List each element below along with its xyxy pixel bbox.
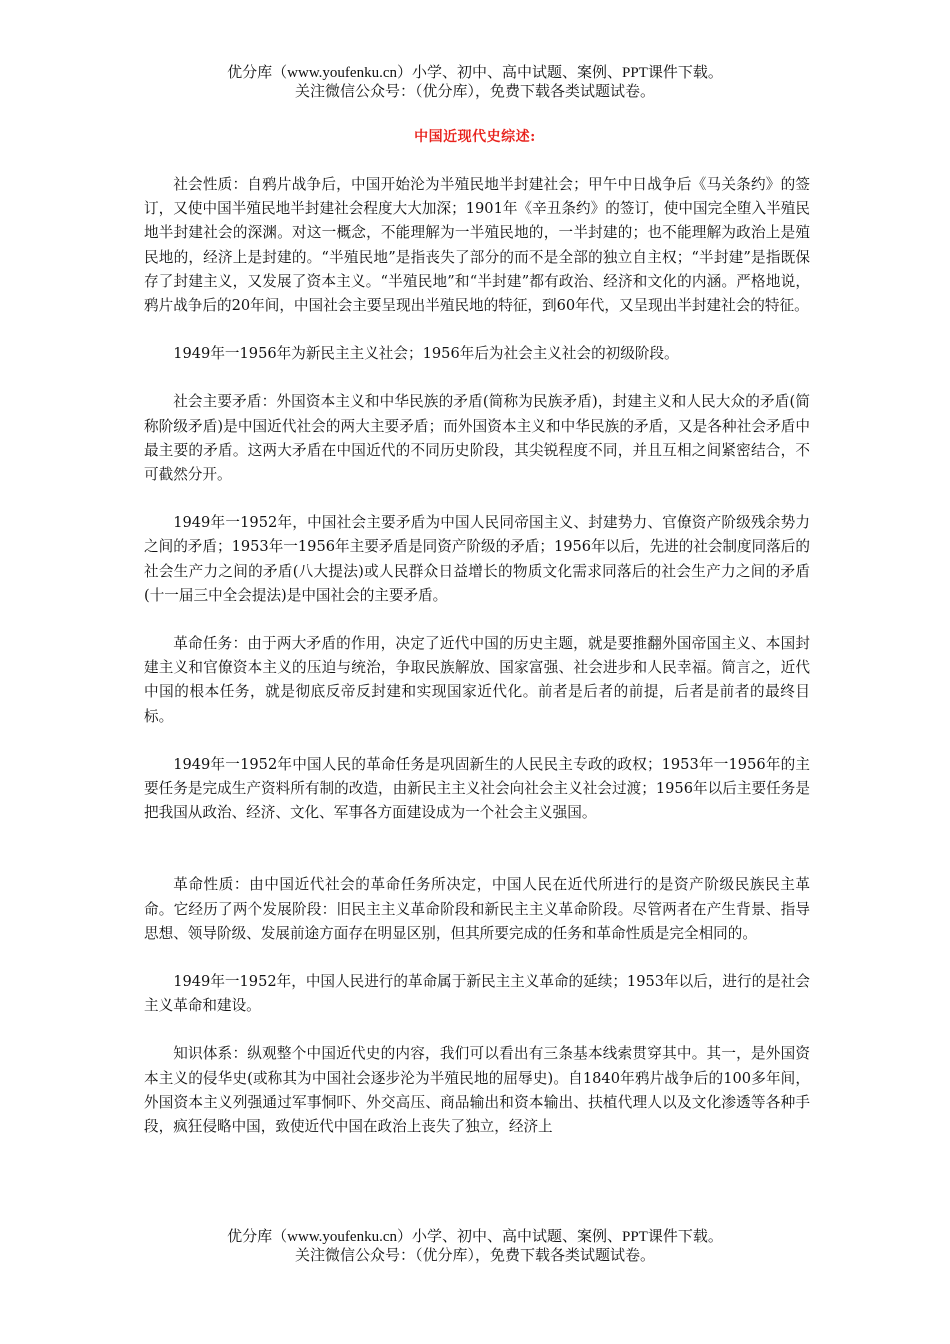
paragraph-1949-contradictions: 1949年一1952年，中国社会主要矛盾为中国人民同帝国主义、封建势力、官僚资产阶级残余势力之间的矛盾；1953年一1956年主要矛盾是同资产阶级的矛盾；1956年以后，先进的社会制度同落后的社会生产力之间的矛盾(八大提法)或人民群众日益增长的物质文化需求同落后的社会生产力之间的矛盾(十一届三中全会提法)是中国社会的主要矛盾。	[144, 514, 810, 604]
paragraph-social-nature: 社会性质：自鸦片战争后，中国开始沦为半殖民地半封建社会；甲午中日战争后《马关条约》的签订，又使中国半殖民地半封建社会程度大大加深；1901年《辛丑条约》的签订，使中国完全堕入半殖民地半封建社会的深渊。对这一概念，不能理解为一半殖民地的，一半封建的；也不能理解为政治上是殖民地的，经济上是封建的。“半殖民地”是指丧失了部分的而不是全部的独立自主权；“半封建”是指既保存了封建主义，又发展了资本主义。“半殖民地”和“半封建”都有政治、经济和文化的内涵。严格地说，鸦片战争后的20年间，中国社会主要呈现出半殖民地的特征，到60年代，又呈现出半封建社会的特征。	[144, 176, 810, 315]
paragraph-1949-1956-society: 1949年一1956年为新民主主义社会；1956年后为社会主义社会的初级阶段。	[173, 345, 679, 363]
paragraph-revolution-tasks: 革命任务：由于两大矛盾的作用，决定了近代中国的历史主题，就是要推翻外国帝国主义、本国封建主义和官僚资本主义的压迫与统治，争取民族解放、国家富强、社会进步和人民幸福。简言之，近代中国的根本任务，就是彻底反帝反封建和实现国家近代化。前者是后者的前提，后者是前者的最终目标。	[144, 635, 810, 725]
header-line-2: 关注微信公众号：（优分库），免费下载各类试题试卷。	[294, 84, 655, 100]
header-line-1: 优分库（www.youfenku.cn）小学、初中、高中试题、案例、PPT课件下载。	[227, 65, 723, 81]
footer-line-1: 优分库（www.youfenku.cn）小学、初中、高中试题、案例、PPT课件下载。	[227, 1229, 723, 1245]
document-body	[144, 173, 810, 1187]
footer-line-2: 关注微信公众号：（优分库），免费下载各类试题试卷。	[294, 1248, 655, 1264]
paragraph-knowledge-system: 知识体系：纵观整个中国近代史的内容，我们可以看出有三条基本线索贯穿其中。其一，是外国资本主义的侵华史(或称其为中国社会逐步沦为半殖民地的屈辱史)。自1840年鸦片战争后的100多年间，外国资本主义列强通过军事恫吓、外交高压、商品输出和资本输出、扶植代理人以及文化渗透等各种手段，疯狂侵略中国，致使近代中国在政治上丧失了独立，经济上	[144, 1045, 810, 1136]
paragraph-1949-revolution: 1949年一1952年，中国人民进行的革命属于新民主主义革命的延续；1953年以后，进行的是社会主义革命和建设。	[144, 973, 810, 1015]
paragraph-main-contradictions: 社会主要矛盾：外国资本主义和中华民族的矛盾(简称为民族矛盾)，封建主义和人民大众的矛盾(简称阶级矛盾)是中国近代社会的两大主要矛盾；而外国资本主义和中华民族的矛盾，又是各种社会矛盾中最主要的矛盾。这两大矛盾在中国近代的不同历史阶段，其尖锐程度不同，并且互相之间紧密结合，不可截然分开。	[144, 393, 810, 484]
paragraph-revolution-nature: 革命性质：由中国近代社会的革命任务所决定，中国人民在近代所进行的是资产阶级民族民主革命。它经历了两个发展阶段：旧民主主义革命阶段和新民主主义革命阶段。尽管两者在产生背景、指导思想、领导阶级、发展前途方面存在明显区别，但其所要完成的任务和革命性质是完全相同的。	[144, 876, 810, 942]
document-title: 中国近现代史综述:	[414, 129, 536, 145]
paragraph-1949-tasks: 1949年一1952年中国人民的革命任务是巩固新生的人民民主专政的政权；1953年一1956年的主要任务是完成生产资料所有制的改造，由新民主主义社会向社会主义社会过渡；1956年以后主要任务是把我国从政治、经济、文化、军事各方面建设成为一个社会主义强国。	[144, 755, 810, 822]
page-header	[0, 64, 950, 102]
page-footer	[0, 1228, 950, 1266]
